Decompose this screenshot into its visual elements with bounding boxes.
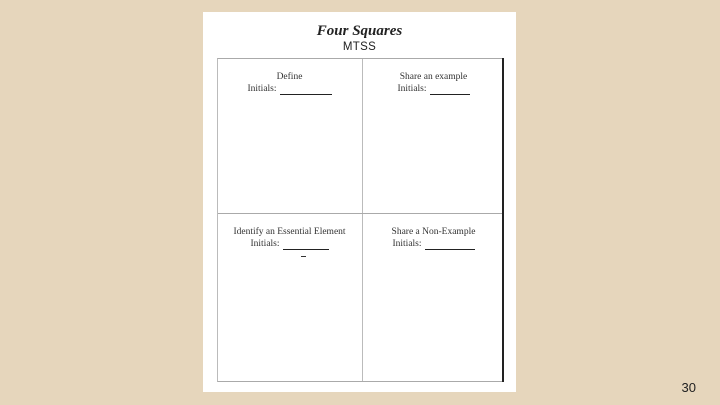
initials-label: Initials: — [392, 239, 422, 249]
quadrant-define-label: Define — [276, 72, 303, 82]
quadrant-define-initials — [218, 83, 361, 95]
quadrant-example-label: Share an example — [399, 72, 468, 82]
initials-blank-line[interactable] — [283, 240, 329, 250]
worksheet-title: Four Squares — [316, 23, 403, 39]
quadrant-essential-element-initials — [218, 238, 361, 250]
grid-vertical-divider — [362, 59, 363, 381]
worksheet-page — [203, 12, 516, 392]
grid-horizontal-divider — [218, 213, 504, 214]
initials-label: Initials: — [250, 239, 280, 249]
grid-right-border — [502, 58, 504, 382]
stray-dash-mark — [301, 256, 306, 257]
initials-blank-line[interactable] — [430, 85, 470, 95]
initials-blank-line[interactable] — [425, 240, 475, 250]
slide-page-number: 30 — [681, 380, 696, 395]
quadrant-non-example-initials — [362, 238, 505, 250]
initials-blank-line[interactable] — [280, 85, 332, 95]
quadrant-example-initials — [362, 83, 505, 95]
initials-label: Initials: — [397, 84, 427, 94]
worksheet-subtitle: MTSS — [342, 41, 377, 53]
initials-label: Initials: — [247, 84, 277, 94]
quadrant-non-example-label: Share a Non-Example — [391, 227, 476, 237]
four-square-grid — [217, 58, 504, 382]
quadrant-essential-element-label: Identify an Essential Element — [233, 227, 346, 237]
